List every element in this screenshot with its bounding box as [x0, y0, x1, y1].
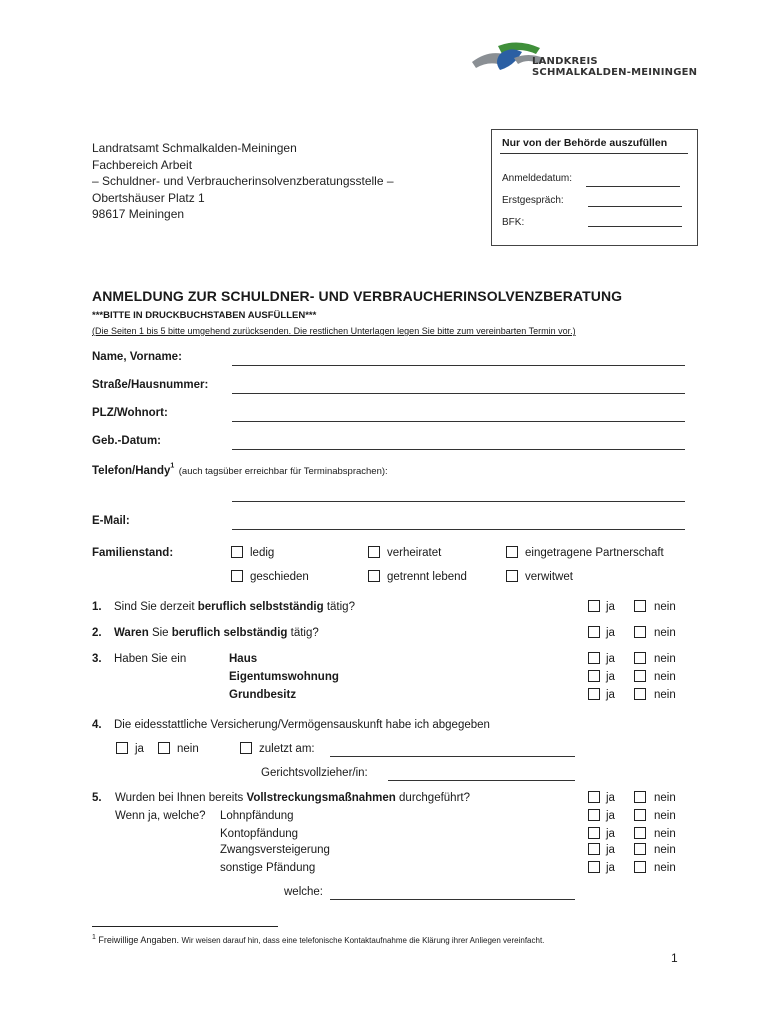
q5-wage-yes-label: ja	[606, 810, 615, 822]
bfk-label: BFK:	[502, 217, 525, 228]
email-label: E-Mail:	[92, 515, 130, 527]
q5-auction-label: Zwangsversteigerung	[220, 844, 330, 856]
q4-no-label: nein	[177, 743, 199, 755]
q5-other-no-checkbox[interactable]	[634, 861, 646, 873]
q3-land-no-label: nein	[654, 689, 676, 701]
name-field[interactable]	[232, 365, 685, 366]
form-title: ANMELDUNG ZUR SCHULDNER- UND VERBRAUCHERINSOLVENZBERATUNG	[92, 288, 623, 304]
q2-post: tätig?	[290, 627, 319, 639]
plz-field[interactable]	[232, 421, 685, 422]
q1-no-label: nein	[654, 601, 676, 613]
dob-label: Geb.-Datum:	[92, 435, 161, 447]
q5-other-yes-checkbox[interactable]	[588, 861, 600, 873]
q2-yes-checkbox[interactable]	[588, 626, 600, 638]
office-use-box	[491, 129, 698, 246]
address-line: – Schuldner- und Verbraucherinsolvenzberatungsstelle –	[92, 174, 394, 188]
marital-label: Familienstand:	[92, 547, 174, 559]
q5-other-no-label: nein	[654, 862, 676, 874]
q5-which-field[interactable]	[330, 899, 575, 900]
q3-land-yes-checkbox[interactable]	[588, 688, 600, 700]
q5-wage-yes-checkbox[interactable]	[588, 809, 600, 821]
marital-married-checkbox[interactable]	[368, 546, 380, 558]
q3-house-label: Haus	[229, 653, 258, 665]
q5-wage-label: Lohnpfändung	[220, 810, 294, 822]
q3-apartment-no-checkbox[interactable]	[634, 670, 646, 682]
q3-apartment-no-label: nein	[654, 671, 676, 683]
q5-account-label: Kontopfändung	[220, 828, 299, 840]
q5-yes-label: ja	[606, 792, 615, 804]
email-field[interactable]	[232, 529, 685, 530]
registration-date-label: Anmeldedatum:	[502, 173, 573, 184]
q5-account-no-label: nein	[654, 828, 676, 840]
footnote-text: Wir weisen darauf hin, dass eine telefonische Kontaktaufnahme die Klärung ihrer Anliegen vereinfacht.	[181, 936, 545, 945]
q2-yes-label: ja	[606, 627, 615, 639]
q5-wage-no-checkbox[interactable]	[634, 809, 646, 821]
q5-account-yes-checkbox[interactable]	[588, 827, 600, 839]
q3-number: 3.	[92, 653, 102, 665]
office-box-title: Nur von der Behörde auszufüllen	[502, 137, 668, 149]
page-number: 1	[671, 951, 678, 965]
q3-apartment-yes-label: ja	[606, 671, 615, 683]
logo-line2: SCHMALKALDEN-MEININGEN	[532, 67, 698, 78]
q5-which-field-label: welche:	[284, 886, 323, 898]
q4-text: Die eidesstattliche Versicherung/Vermögensauskunft habe ich abgegeben	[114, 719, 490, 731]
footnote	[92, 934, 544, 945]
footnote-marker: 1	[170, 462, 175, 470]
q3-apartment-yes-checkbox[interactable]	[588, 670, 600, 682]
q5-bold: Vollstreckungsmaßnahmen	[246, 792, 396, 804]
marital-ledig-label: ledig	[250, 547, 275, 559]
q5-auction-yes-checkbox[interactable]	[588, 843, 600, 855]
q3-text: Haben Sie ein	[114, 653, 187, 665]
q4-last-label: zuletzt am:	[259, 743, 315, 755]
q5-pre: Wurden bei Ihnen bereits	[115, 792, 244, 804]
q5-account-yes-label: ja	[606, 828, 615, 840]
street-field[interactable]	[232, 393, 685, 394]
q5-account-no-checkbox[interactable]	[634, 827, 646, 839]
q1-yes-checkbox[interactable]	[588, 600, 600, 612]
q5-auction-no-checkbox[interactable]	[634, 843, 646, 855]
q4-last-checkbox[interactable]	[240, 742, 252, 754]
q2-no-label: nein	[654, 627, 676, 639]
dob-field[interactable]	[232, 449, 685, 450]
q4-bailiff-field[interactable]	[388, 780, 575, 781]
q5-no-checkbox[interactable]	[634, 791, 646, 803]
marital-partnership-checkbox[interactable]	[506, 546, 518, 558]
q3-house-no-label: nein	[654, 653, 676, 665]
marital-married-label: verheiratet	[387, 547, 442, 559]
q1-post: tätig?	[326, 601, 355, 613]
q5-yes-checkbox[interactable]	[588, 791, 600, 803]
q1-number: 1.	[92, 601, 102, 613]
form-note: (Die Seiten 1 bis 5 bitte umgehend zurücksenden. Die restlichen Unterlagen legen Sie bitte zum vereinbarten Termin vor.)	[92, 326, 576, 336]
q4-yes-checkbox[interactable]	[116, 742, 128, 754]
q1-bold: beruflich selbstständig	[197, 601, 324, 613]
address-line: Landratsamt Schmalkalden-Meiningen	[92, 141, 297, 155]
q4-no-checkbox[interactable]	[158, 742, 170, 754]
q5-post: durchgeführt?	[399, 792, 470, 804]
q2-mid: Sie	[151, 627, 169, 639]
marital-widowed-label: verwitwet	[525, 571, 573, 583]
q4-bailiff-label: Gerichtsvollzieher/in:	[261, 767, 368, 779]
q1-pre: Sind Sie derzeit	[114, 601, 195, 613]
address-line: Obertshäuser Platz 1	[92, 190, 205, 205]
name-label: Name, Vorname:	[92, 351, 182, 363]
street-label: Straße/Hausnummer:	[92, 379, 209, 391]
q3-house-yes-label: ja	[606, 653, 615, 665]
q5-other-label: sonstige Pfändung	[220, 862, 316, 874]
q5-auction-yes-label: ja	[606, 844, 615, 856]
first-meeting-label: Erstgespräch:	[502, 195, 564, 206]
q5-other-yes-label: ja	[606, 862, 615, 874]
q5-auction-no-label: nein	[654, 844, 676, 856]
q1-no-checkbox[interactable]	[634, 600, 646, 612]
logo-line1: LANDKREIS	[532, 56, 598, 67]
address-block	[92, 140, 394, 223]
registration-date-field[interactable]	[586, 186, 680, 187]
q5-wage-no-label: nein	[654, 810, 676, 822]
q2-no-checkbox[interactable]	[634, 626, 646, 638]
marital-partnership-label: eingetragene Partnerschaft	[525, 547, 664, 559]
q5-number: 5.	[92, 792, 102, 804]
q5-text	[115, 792, 470, 804]
q1-yes-label: ja	[606, 601, 615, 613]
marital-divorced-label: geschieden	[250, 571, 309, 583]
q3-apartment-label: Eigentumswohnung	[229, 671, 339, 683]
phone-row	[92, 461, 388, 479]
q2-bold1: Waren	[114, 627, 149, 639]
phone-label: Telefon/Handy	[92, 465, 171, 477]
q3-land-label: Grundbesitz	[229, 689, 297, 701]
q4-number: 4.	[92, 719, 102, 731]
q1-text	[114, 601, 355, 613]
logo	[470, 40, 710, 80]
footnote-number: 1	[92, 934, 96, 941]
q5-which-label: Wenn ja, welche?	[115, 810, 206, 822]
q5-no-label: nein	[654, 792, 676, 804]
marital-separated-checkbox[interactable]	[368, 570, 380, 582]
q3-land-no-checkbox[interactable]	[634, 688, 646, 700]
q2-number: 2.	[92, 627, 102, 639]
phone-field[interactable]	[232, 501, 685, 502]
address-line: Fachbereich Arbeit	[92, 157, 193, 172]
q4-last-date-field[interactable]	[330, 756, 575, 757]
q2-text	[114, 627, 319, 639]
footnote-separator	[92, 926, 278, 927]
first-meeting-field[interactable]	[588, 206, 682, 207]
office-box-divider	[500, 153, 688, 154]
address-line: 98617 Meiningen	[92, 207, 185, 221]
marital-widowed-checkbox[interactable]	[506, 570, 518, 582]
marital-separated-label: getrennt lebend	[387, 571, 467, 583]
phone-note: (auch tagsüber erreichbar für Terminabsprachen):	[178, 466, 388, 477]
marital-ledig-checkbox[interactable]	[231, 546, 243, 558]
q3-house-no-checkbox[interactable]	[634, 652, 646, 664]
q3-house-yes-checkbox[interactable]	[588, 652, 600, 664]
q2-bold2: beruflich selbständig	[171, 627, 288, 639]
footnote-lead: Freiwillige Angaben.	[98, 935, 179, 945]
plz-label: PLZ/Wohnort:	[92, 407, 168, 419]
form-subtitle: ***BITTE IN DRUCKBUCHSTABEN AUSFÜLLEN***	[92, 310, 317, 321]
q3-land-yes-label: ja	[606, 689, 615, 701]
bfk-field[interactable]	[588, 226, 682, 227]
q4-yes-label: ja	[135, 743, 144, 755]
marital-divorced-checkbox[interactable]	[231, 570, 243, 582]
